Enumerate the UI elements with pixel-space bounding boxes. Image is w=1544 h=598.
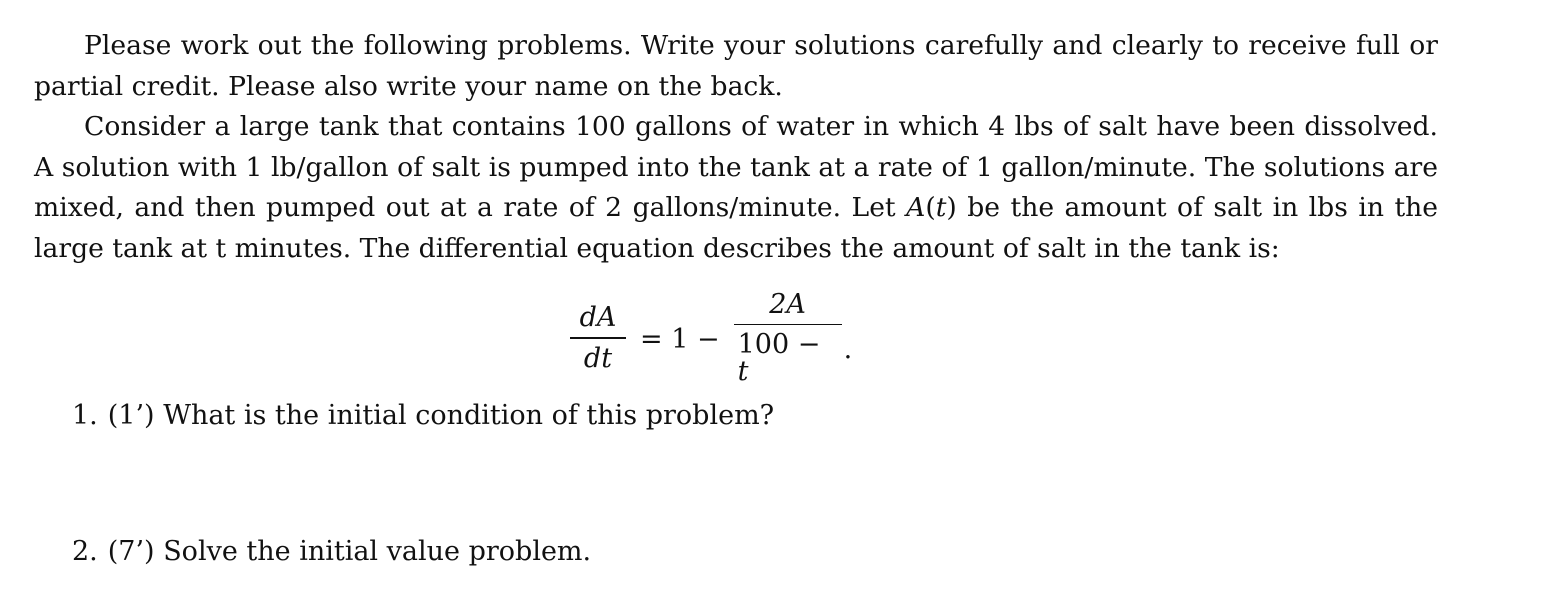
question-2 [72, 532, 591, 573]
question-2-points: (7’) [107, 536, 155, 567]
amount-variable: t [935, 192, 947, 223]
amount-paren-open: ( [925, 192, 936, 223]
question-2-number: 2. [72, 536, 98, 567]
problem-text-part1: Consider a large tank that contains 100 gallons of water in which 4 lbs of salt have been dissolved. A solution with 1 lb/gallon of salt is pumped into the tank at a rate of 1 gallon/minute. The solutions are mixed, and then pumped out at a rate of 2 gallons/minute. Let [34, 111, 1438, 223]
question-2-text: Solve the initial value problem. [163, 536, 592, 567]
rhs-denominator-variable: t [737, 356, 749, 388]
question-1 [72, 396, 774, 437]
document-body [34, 26, 1438, 269]
differential-equation [570, 288, 910, 388]
amount-symbol: A [906, 192, 926, 223]
equation-terminator: . [843, 333, 853, 365]
amount-paren-close: ) [946, 192, 957, 223]
rhs-denominator-number: 100 − [737, 329, 821, 361]
question-1-text: What is the initial condition of this problem? [163, 400, 775, 431]
instructions-text: Please work out the following problems. Write your solutions carefully and clearly to receive full or partial credit. Please also write your name on the back. [34, 30, 1438, 102]
lhs-fraction [570, 304, 626, 372]
instructions-paragraph [34, 26, 1438, 107]
rhs-denominator [734, 325, 842, 388]
question-1-number: 1. [72, 400, 98, 431]
equation-middle: = 1 − [640, 323, 720, 355]
rhs-numerator: 2A [769, 288, 806, 320]
question-1-points: (1’) [107, 400, 155, 431]
lhs-denominator: dt [583, 342, 613, 374]
lhs-numerator: dA [579, 302, 617, 334]
problem-statement-paragraph [34, 107, 1438, 269]
problem-text-part2: be the amount of salt in lbs in the large tank at t minutes. The differential equation describes the amount of salt in the tank is: [34, 192, 1439, 264]
rhs-fraction [734, 288, 842, 388]
